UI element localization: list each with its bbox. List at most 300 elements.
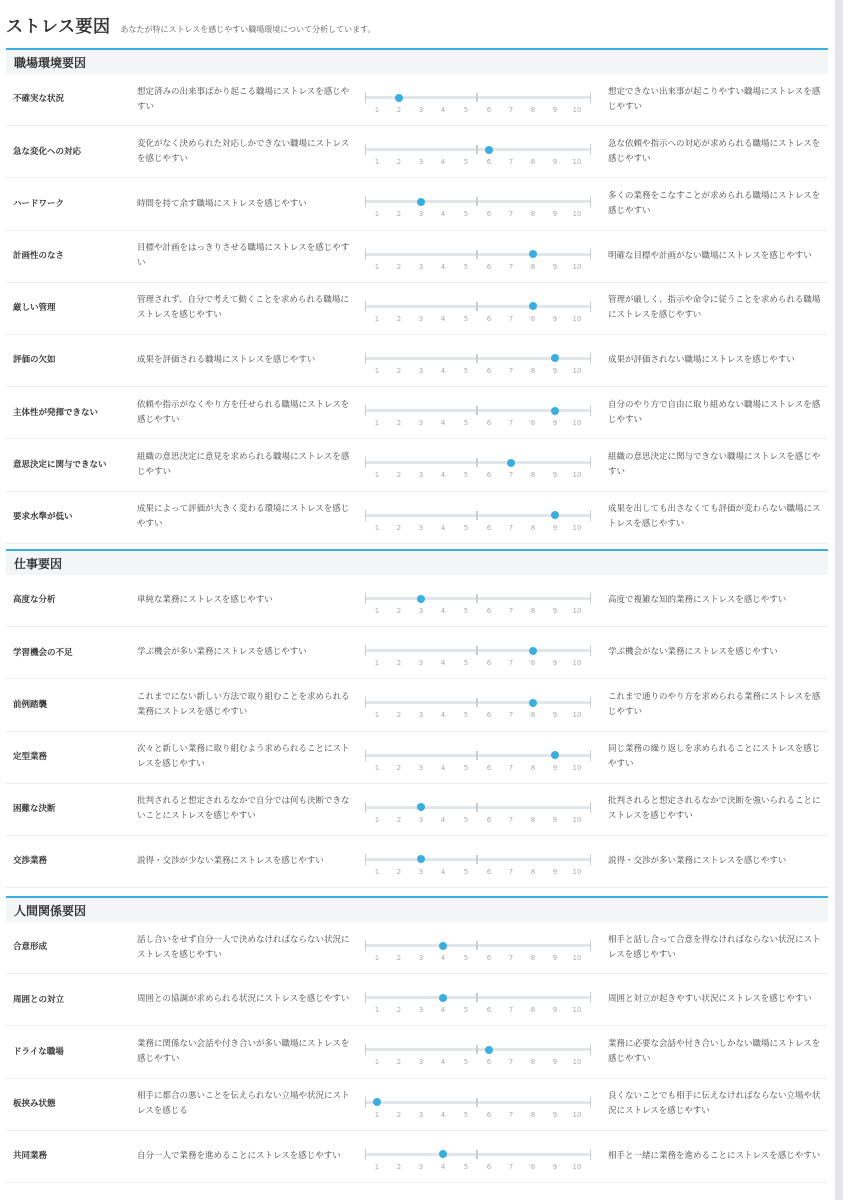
scale-track xyxy=(365,1153,591,1156)
scale-tick-label: 7 xyxy=(508,471,514,480)
high-end-description: 管理が厳しく、指示や命令に従うことを求められる職場にストレスを感じやすい xyxy=(608,295,821,321)
factor-name: 学習機会の不足 xyxy=(13,647,73,658)
scale-tick-label: 2 xyxy=(396,471,402,480)
scale-track xyxy=(365,253,591,256)
scale-right-edge xyxy=(590,301,591,312)
high-end-description: 説得・交渉が多い業務にストレスを感じやすい xyxy=(608,856,787,867)
factor-row xyxy=(6,126,828,178)
factor-row xyxy=(6,784,828,836)
scale-left-edge xyxy=(365,405,366,416)
scale-tick-label: 6 xyxy=(486,419,492,428)
scale-tick-label: 10 xyxy=(572,106,582,114)
score-scale xyxy=(365,1079,591,1130)
factor-row xyxy=(6,74,828,126)
scale-tick-label: 6 xyxy=(486,210,492,219)
scale-tick-label: 5 xyxy=(463,867,469,876)
section xyxy=(6,549,828,888)
scale-tick-label: 4 xyxy=(440,1058,446,1067)
high-end-description: 業務に必要な会話や付き合いしかない職場にストレスを感じやすい xyxy=(608,1039,821,1064)
high-end-description: 明確な目標や計画がない職場にストレスを感じやすい xyxy=(608,250,812,261)
scale-tick-label: 4 xyxy=(440,711,446,720)
scale-tick-label: 5 xyxy=(463,471,469,480)
scale-tick-label: 8 xyxy=(530,210,536,219)
scale-tick-label: 4 xyxy=(440,1110,446,1119)
low-end-description: 時間を持て余す職場にストレスを感じやすい xyxy=(137,198,307,209)
high-end-description: 相手と一緒に業務を進めることにストレスを感じやすい xyxy=(608,1150,821,1161)
scale-tick-label: 10 xyxy=(572,954,582,962)
scale-tick-label: 3 xyxy=(418,711,424,720)
scale-tick-label: 6 xyxy=(486,954,492,962)
scale-tick-label: 3 xyxy=(418,659,424,668)
scale-tick-label: 4 xyxy=(440,1006,446,1015)
scale-track xyxy=(365,701,591,704)
scale-tick-label: 7 xyxy=(508,158,514,167)
scale-tick-label: 1 xyxy=(374,954,380,962)
score-marker xyxy=(551,354,559,362)
scale-tick-label: 9 xyxy=(552,262,558,271)
scale-tick-label: 8 xyxy=(530,1058,536,1067)
factor-row xyxy=(6,575,828,627)
scale-left-edge xyxy=(365,1044,366,1055)
score-scale xyxy=(365,922,591,973)
factor-row xyxy=(6,1026,828,1078)
high-end-description: 自分のやり方で自由に取り組めない職場にストレスを感じやすい xyxy=(608,399,821,425)
scale-tick-label: 8 xyxy=(530,1006,536,1015)
scale-tick-label: 1 xyxy=(374,471,380,480)
page-title: ストレス要因 xyxy=(6,17,111,37)
scale-tick-label: 6 xyxy=(486,659,492,668)
factor-row xyxy=(6,178,828,230)
factor-name: 前例踏襲 xyxy=(13,699,48,710)
scale-tick-label: 6 xyxy=(486,106,492,114)
scale-right-edge xyxy=(590,697,591,708)
factor-name: 困難な決断 xyxy=(13,804,56,815)
window-edge xyxy=(835,0,843,1200)
scale-tick-label: 3 xyxy=(418,158,424,167)
scale-tick-label: 6 xyxy=(486,471,492,480)
low-end-description: これまでにない新しい方法で取り組むことを求められる業務にストレスを感じやすい xyxy=(137,692,350,717)
factor-name: 主体性が発揮できない xyxy=(13,407,99,418)
scale-tick-label: 10 xyxy=(572,471,582,480)
low-end-description: 管理されず、自分で考えて動くことを求められる職場にストレスを感じやすい xyxy=(137,295,349,321)
scale-tick-label: 2 xyxy=(396,607,402,615)
scale-tick-label: 8 xyxy=(530,659,536,668)
scale-tick-label: 1 xyxy=(374,366,380,375)
score-marker xyxy=(417,855,425,863)
scale-tick-label: 3 xyxy=(418,210,424,219)
scale-midpoint xyxy=(476,594,478,603)
scale-tick-label: 10 xyxy=(572,158,582,167)
scale-tick-label: 8 xyxy=(530,158,536,167)
scale-left-edge xyxy=(365,750,366,761)
scale-tick-label: 4 xyxy=(440,1162,446,1171)
scale-tick-label: 9 xyxy=(552,366,558,375)
scale-left-edge xyxy=(365,593,366,604)
scale-tick-label: 5 xyxy=(463,1006,469,1015)
scale-tick-label: 6 xyxy=(486,158,492,167)
scale-midpoint xyxy=(476,941,478,950)
scale-tick-label: 1 xyxy=(374,711,380,720)
low-end-description: 目標や計画をはっきりさせる職場にストレスを感じやすい xyxy=(137,243,350,269)
score-scale xyxy=(365,732,591,783)
score-marker xyxy=(507,459,515,467)
scale-left-edge xyxy=(365,992,366,1003)
factor-row xyxy=(6,627,828,679)
scale-tick-label: 3 xyxy=(418,1058,424,1067)
scale-tick-label: 4 xyxy=(440,419,446,428)
scale-tick-label: 4 xyxy=(440,314,446,323)
scale-tick-label: 2 xyxy=(396,659,402,668)
scale-tick-label: 2 xyxy=(396,419,402,428)
scale-tick-label: 1 xyxy=(374,1058,380,1067)
high-end-description: 想定できない出来事が起こりやすい職場にストレスを感じやすい xyxy=(608,86,821,112)
scale-tick-label: 4 xyxy=(440,262,446,271)
scale-tick-label: 9 xyxy=(552,659,558,668)
scale-track xyxy=(365,148,591,151)
score-scale xyxy=(365,231,591,282)
page-subtitle: あなたが特にストレスを感じやすい職場環境について分析しています。 xyxy=(120,25,376,34)
scale-tick-label: 7 xyxy=(508,1110,514,1119)
scale-tick-label: 7 xyxy=(508,262,514,271)
factor-row xyxy=(6,922,828,974)
scale-tick-label: 8 xyxy=(530,366,536,375)
low-end-description: 話し合いをせず自分一人で決めなければならない状況にストレスを感じやすい xyxy=(137,934,350,960)
factor-row xyxy=(6,1079,828,1131)
low-end-description: 次々と新しい業務に取り組むよう求められることにストレスを感じやすい xyxy=(137,744,350,770)
scale-tick-label: 3 xyxy=(418,1162,424,1171)
scale-midpoint xyxy=(476,458,478,467)
scale-right-edge xyxy=(590,940,591,951)
scale-tick-label: 1 xyxy=(374,1110,380,1119)
scale-tick-label: 7 xyxy=(508,1058,514,1067)
scale-right-edge xyxy=(590,593,591,604)
factor-row xyxy=(6,974,828,1026)
scale-left-edge xyxy=(365,301,366,312)
scale-tick-label: 10 xyxy=(572,1058,582,1067)
scale-tick-label: 4 xyxy=(440,210,446,219)
score-scale xyxy=(365,335,591,386)
scale-midpoint xyxy=(476,145,478,154)
scale-tick-label: 10 xyxy=(572,1110,582,1119)
factor-name: 評価の欠如 xyxy=(13,355,56,366)
scale-tick-label: 3 xyxy=(418,607,424,615)
low-end-description: 成果によって評価が大きく変わる環境にストレスを感じやすい xyxy=(137,504,350,530)
scale-tick-label: 10 xyxy=(572,607,582,615)
scale-tick-label: 4 xyxy=(440,158,446,167)
scale-tick-label: 3 xyxy=(418,815,424,824)
scale-midpoint xyxy=(476,93,478,102)
scale-right-edge xyxy=(590,1149,591,1160)
scale-track xyxy=(365,944,591,947)
scale-tick-label: 2 xyxy=(396,867,402,876)
score-marker xyxy=(551,407,559,415)
scale-tick-label: 5 xyxy=(463,1058,469,1067)
scale-tick-label: 4 xyxy=(440,523,446,532)
scale-tick-label: 1 xyxy=(374,867,380,876)
factor-row xyxy=(6,1131,828,1183)
scale-tick-label: 1 xyxy=(374,314,380,323)
scale-tick-label: 4 xyxy=(440,867,446,876)
score-scale xyxy=(365,178,591,229)
scale-tick-label: 6 xyxy=(486,1006,492,1015)
scale-tick-label: 9 xyxy=(552,867,558,876)
scale-tick-label: 4 xyxy=(440,471,446,480)
low-end-description: 学ぶ機会が多い業務にストレスを感じやすい xyxy=(137,647,307,658)
scale-right-edge xyxy=(590,249,591,260)
scale-tick-label: 9 xyxy=(552,158,558,167)
factor-row xyxy=(6,836,828,888)
high-end-description: 多くの業務をこなすことが求められる職場にストレスを感じやすい xyxy=(608,191,821,216)
scale-tick-label: 10 xyxy=(572,1006,582,1015)
high-end-description: 成果が評価されない職場にストレスを感じやすい xyxy=(608,355,795,366)
scale-midpoint xyxy=(476,197,478,206)
scale-left-edge xyxy=(365,645,366,656)
scale-tick-label: 3 xyxy=(418,366,424,375)
scale-tick-label: 9 xyxy=(552,711,558,720)
scale-tick-label: 10 xyxy=(572,763,582,772)
scale-right-edge xyxy=(590,854,591,865)
scale-tick-label: 7 xyxy=(508,314,514,323)
score-scale xyxy=(365,679,591,730)
scale-left-edge xyxy=(365,510,366,521)
factor-row xyxy=(6,732,828,784)
scale-tick-label: 6 xyxy=(486,867,492,876)
factor-name: 高度な分析 xyxy=(13,595,56,606)
scale-tick-label: 5 xyxy=(463,106,469,114)
scale-tick-label: 7 xyxy=(508,210,514,219)
scale-tick-label: 9 xyxy=(552,1162,558,1171)
scale-tick-label: 10 xyxy=(572,659,582,668)
scale-tick-label: 8 xyxy=(530,763,536,772)
scale-tick-label: 6 xyxy=(486,607,492,615)
scale-tick-label: 3 xyxy=(418,314,424,323)
scale-tick-label: 7 xyxy=(508,867,514,876)
scale-tick-label: 8 xyxy=(530,607,536,615)
scale-track xyxy=(365,649,591,652)
score-marker xyxy=(439,1150,447,1158)
factor-row xyxy=(6,492,828,544)
scale-tick-label: 6 xyxy=(486,815,492,824)
score-scale xyxy=(365,836,591,887)
factor-name: ドライな職場 xyxy=(13,1046,64,1057)
scale-tick-label: 3 xyxy=(418,763,424,772)
low-end-description: 単純な業務にストレスを感じやすい xyxy=(137,595,273,606)
scale-right-edge xyxy=(590,750,591,761)
scale-right-edge xyxy=(590,144,591,155)
scale-tick-label: 4 xyxy=(440,106,446,114)
scale-tick-label: 5 xyxy=(463,954,469,962)
score-marker xyxy=(529,302,537,310)
high-end-description: 良くないことでも相手に伝えなければならない立場や状況にストレスを感じやすい xyxy=(608,1091,821,1117)
score-scale xyxy=(365,974,591,1025)
high-end-description: 成果を出しても出さなくても評価が変わらない職場にストレスを感じやすい xyxy=(608,504,821,530)
low-end-description: 相手に都合の悪いことを伝えられない立場や状況にストレスを感じる xyxy=(137,1091,350,1117)
scale-right-edge xyxy=(590,353,591,364)
scale-tick-label: 8 xyxy=(530,419,536,428)
scale-left-edge xyxy=(365,1097,366,1108)
scale-tick-label: 5 xyxy=(463,763,469,772)
scale-tick-label: 10 xyxy=(572,867,582,876)
scale-tick-label: 7 xyxy=(508,523,514,532)
high-end-description: 相手と話し合って合意を得なければならない状況にストレスを感じやすい xyxy=(608,934,821,960)
scale-tick-label: 2 xyxy=(396,763,402,772)
scale-tick-label: 2 xyxy=(396,106,402,114)
scale-tick-label: 2 xyxy=(396,158,402,167)
scale-tick-label: 10 xyxy=(572,815,582,824)
factor-name: 交渉業務 xyxy=(13,856,48,867)
factor-name: 合意形成 xyxy=(13,942,48,953)
scale-tick-label: 9 xyxy=(552,763,558,772)
scale-tick-label: 8 xyxy=(530,471,536,480)
low-end-description: 説得・交渉が少ない業務にストレスを感じやすい xyxy=(137,856,324,867)
score-marker xyxy=(529,699,537,707)
scale-left-edge xyxy=(365,196,366,207)
scale-track xyxy=(365,996,591,999)
scale-right-edge xyxy=(590,457,591,468)
low-end-description: 業務に関係ない会話や付き合いが多い職場にストレスを感じやすい xyxy=(137,1039,350,1064)
high-end-description: 高度で複雑な知的業務にストレスを感じやすい xyxy=(608,595,787,606)
scale-tick-label: 9 xyxy=(552,419,558,428)
scale-tick-label: 5 xyxy=(463,1110,469,1119)
score-scale xyxy=(365,1131,591,1182)
factor-row xyxy=(6,439,828,491)
score-marker xyxy=(529,647,537,655)
scale-tick-label: 10 xyxy=(572,711,582,720)
factor-row xyxy=(6,231,828,283)
factor-name: 定型業務 xyxy=(13,752,48,762)
score-scale xyxy=(365,283,591,334)
scale-left-edge xyxy=(365,802,366,813)
scale-tick-label: 4 xyxy=(440,366,446,375)
scale-left-edge xyxy=(365,697,366,708)
section-title: 人間関係要因 xyxy=(6,896,828,922)
scale-tick-label: 3 xyxy=(418,471,424,480)
score-marker xyxy=(417,803,425,811)
score-marker xyxy=(417,198,425,206)
low-end-description: 成果を評価される職場にストレスを感じやすい xyxy=(137,355,316,366)
scale-tick-label: 7 xyxy=(508,815,514,824)
factor-row xyxy=(6,387,828,439)
scale-midpoint xyxy=(476,302,478,311)
scale-track xyxy=(365,806,591,809)
scale-left-edge xyxy=(365,92,366,103)
scale-tick-label: 3 xyxy=(418,867,424,876)
scale-tick-label: 1 xyxy=(374,523,380,532)
score-scale xyxy=(365,439,591,490)
low-end-description: 批判されると想定されるなかで自分では何も決断できないことにストレスを感じやすい xyxy=(137,796,350,822)
scale-tick-label: 4 xyxy=(440,763,446,772)
low-end-description: 変化がなく決められた対応しかできない職場にストレスを感じやすい xyxy=(137,138,350,164)
scale-tick-label: 1 xyxy=(374,158,380,167)
scale-tick-label: 1 xyxy=(374,659,380,668)
scale-right-edge xyxy=(590,92,591,103)
scale-tick-label: 10 xyxy=(572,419,582,428)
scale-tick-label: 10 xyxy=(572,314,582,323)
score-scale xyxy=(365,74,591,125)
low-end-description: 自分一人で業務を進めることにストレスを感じやすい xyxy=(137,1150,341,1161)
scale-tick-label: 2 xyxy=(396,314,402,323)
scale-tick-label: 5 xyxy=(463,607,469,615)
scale-tick-label: 6 xyxy=(486,1058,492,1067)
scale-tick-label: 7 xyxy=(508,1162,514,1171)
scale-right-edge xyxy=(590,1044,591,1055)
scale-tick-label: 4 xyxy=(440,659,446,668)
factor-name: 不確実な状況 xyxy=(13,94,65,105)
scale-left-edge xyxy=(365,1149,366,1160)
scale-tick-label: 5 xyxy=(463,314,469,323)
scale-tick-label: 2 xyxy=(396,210,402,219)
scale-tick-label: 9 xyxy=(552,523,558,532)
scale-tick-label: 3 xyxy=(418,954,424,962)
scale-tick-label: 4 xyxy=(440,815,446,824)
scale-right-edge xyxy=(590,405,591,416)
score-scale xyxy=(365,627,591,678)
score-marker xyxy=(529,250,537,258)
high-end-description: 学ぶ機会がない業務にストレスを感じやすい xyxy=(608,647,778,658)
scale-tick-label: 6 xyxy=(486,1162,492,1171)
scale-tick-label: 8 xyxy=(530,1110,536,1119)
scale-tick-label: 2 xyxy=(396,711,402,720)
scale-tick-label: 1 xyxy=(374,419,380,428)
scale-tick-label: 7 xyxy=(508,607,514,615)
factor-name: 意思決定に関与できない xyxy=(13,459,107,470)
score-scale xyxy=(365,1026,591,1077)
scale-tick-label: 3 xyxy=(418,106,424,114)
scale-tick-label: 1 xyxy=(374,210,380,219)
scale-tick-label: 9 xyxy=(552,471,558,480)
scale-tick-label: 6 xyxy=(486,366,492,375)
scale-midpoint xyxy=(476,993,478,1002)
scale-track xyxy=(365,200,591,203)
high-end-description: 周囲と対立が起きやすい状況にストレスを感じやすい xyxy=(608,994,812,1005)
scale-tick-label: 1 xyxy=(374,1162,380,1171)
scale-tick-label: 7 xyxy=(508,659,514,668)
scale-track xyxy=(365,597,591,600)
scale-tick-label: 3 xyxy=(418,1006,424,1015)
low-end-description: 依頼や指示がなくやり方を任せられる職場にストレスを感じやすい xyxy=(137,399,350,425)
scale-tick-label: 9 xyxy=(552,106,558,114)
factor-row xyxy=(6,335,828,387)
scale-tick-label: 9 xyxy=(552,815,558,824)
scale-tick-label: 8 xyxy=(530,262,536,271)
scale-right-edge xyxy=(590,1097,591,1108)
scale-tick-label: 3 xyxy=(418,1110,424,1119)
factor-row xyxy=(6,679,828,731)
scale-tick-label: 8 xyxy=(530,314,536,323)
low-end-description: 想定済みの出来事ばかり起こる職場にストレスを感じやすい xyxy=(137,86,350,112)
factor-name: 周囲との対立 xyxy=(13,994,65,1005)
scale-midpoint xyxy=(476,354,478,363)
scale-midpoint xyxy=(476,1098,478,1107)
score-marker xyxy=(395,94,403,102)
scale-tick-label: 8 xyxy=(530,523,536,532)
scale-right-edge xyxy=(590,645,591,656)
scale-tick-label: 9 xyxy=(552,314,558,323)
score-marker xyxy=(485,1046,493,1054)
scale-tick-label: 7 xyxy=(508,419,514,428)
scale-tick-label: 1 xyxy=(374,262,380,271)
scale-tick-label: 6 xyxy=(486,523,492,532)
score-scale xyxy=(365,387,591,438)
low-end-description: 周囲との協調が求められる状況にストレスを感じやすい xyxy=(137,994,350,1005)
scale-tick-label: 7 xyxy=(508,711,514,720)
high-end-description: 同じ業務の繰り返しを求められることにストレスを感じやすい xyxy=(608,744,821,770)
scale-tick-label: 2 xyxy=(396,262,402,271)
scale-tick-label: 2 xyxy=(396,1006,402,1015)
scale-left-edge xyxy=(365,249,366,260)
scale-midpoint xyxy=(476,250,478,259)
factor-row xyxy=(6,283,828,335)
